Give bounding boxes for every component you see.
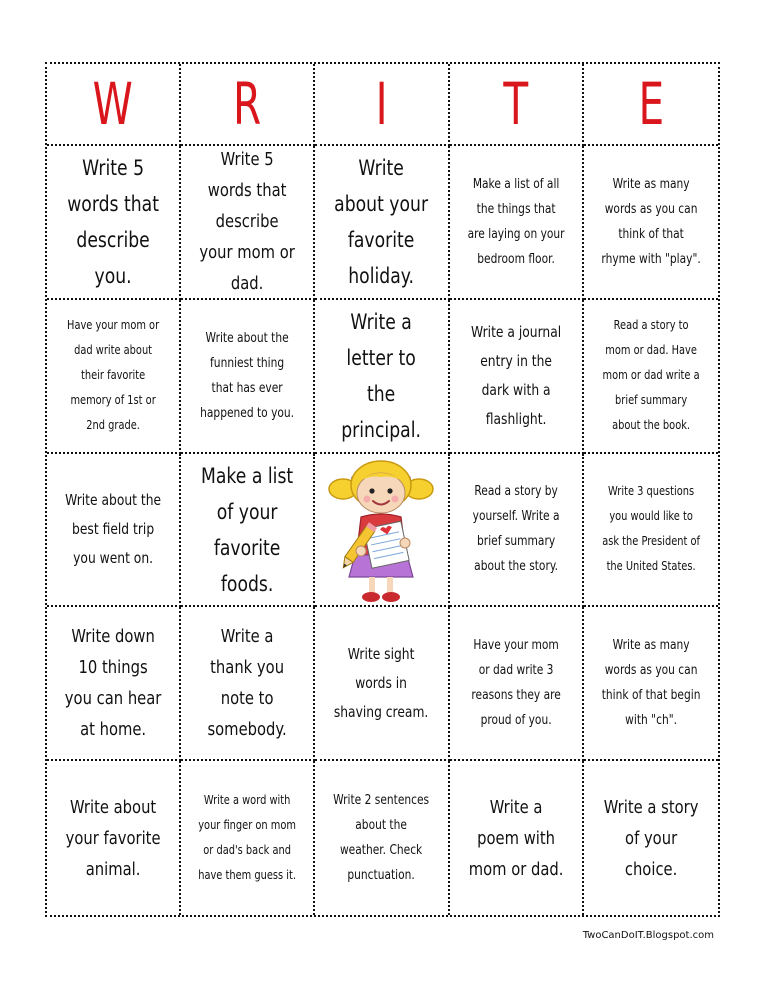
activity-text: Write 3 questions you would like to ask the President of the United States. xyxy=(601,484,700,574)
activity-cell xyxy=(450,454,584,608)
activity-text: Write a word with your finger on mom or dad's back and have them guess it. xyxy=(198,793,297,883)
activity-cell xyxy=(584,607,718,761)
activity-cell xyxy=(450,761,584,915)
activity-cell xyxy=(584,454,718,608)
activity-cell xyxy=(315,300,449,454)
activity-text: Write 5 words that describe you. xyxy=(67,155,159,288)
activity-text: Write sight words in shaving cream. xyxy=(334,644,429,721)
write-choice-board xyxy=(45,62,720,917)
activity-text: Write a thank you note to somebody. xyxy=(207,626,287,741)
activity-cell xyxy=(315,607,449,761)
title-letter: I xyxy=(375,70,388,138)
activity-text: Have your mom or dad write about their favorite memory of 1st or 2nd grade. xyxy=(67,318,160,433)
activity-text: Write a story of your choice. xyxy=(603,796,699,880)
activity-cell xyxy=(47,761,181,915)
title-letter: R xyxy=(233,70,262,138)
activity-cell xyxy=(450,146,584,300)
activity-text: Write a letter to the principal. xyxy=(341,309,422,442)
activity-text: Write about the funniest thing that has ever happened to you. xyxy=(200,330,295,421)
blog-credit: TwoCanDoIT.Blogspot.com xyxy=(582,930,714,941)
title-letter: E xyxy=(638,70,664,138)
activity-cell xyxy=(47,607,181,761)
activity-cell xyxy=(315,146,449,300)
header-cell-r xyxy=(181,64,315,146)
activity-text: Write down 10 things you can hear at home. xyxy=(64,626,162,741)
activity-text: Read a story by yourself. Write a brief summary about the story. xyxy=(472,484,560,575)
activity-text: Read a story to mom or dad. Have mom or dad write a brief summary about the book. xyxy=(602,318,700,433)
activity-cell xyxy=(584,300,718,454)
activity-text: Write as many words as you can think of that begin with "ch". xyxy=(601,638,701,729)
activity-cell xyxy=(584,761,718,915)
activity-cell xyxy=(181,454,315,608)
activity-cell xyxy=(584,146,718,300)
activity-cell xyxy=(181,607,315,761)
girl-with-pencil-illustration xyxy=(325,455,437,605)
activity-text: Have your mom or dad write 3 reasons they are proud of you. xyxy=(470,638,561,729)
activity-text: Write 2 sentences about the weather. Check punctuation. xyxy=(333,793,430,884)
activity-text: Write a poem with mom or dad. xyxy=(468,796,564,880)
activity-text: Write 5 words that describe your mom or dad. xyxy=(199,149,296,295)
activity-cell xyxy=(450,300,584,454)
activity-text: Make a list of all the things that are laying on your bedroom floor. xyxy=(467,176,565,267)
activity-cell xyxy=(181,146,315,300)
activity-text: Write about your favorite animal. xyxy=(65,796,161,880)
activity-cell xyxy=(181,761,315,915)
header-cell-t xyxy=(450,64,584,146)
header-cell-e xyxy=(584,64,718,146)
title-letter: W xyxy=(93,70,134,138)
activity-text: Write as many words as you can think of that rhyme with "play". xyxy=(601,176,701,267)
activity-text: Write about your favorite holiday. xyxy=(334,155,429,288)
header-cell-i xyxy=(315,64,449,146)
activity-cell xyxy=(450,607,584,761)
activity-cell xyxy=(47,146,181,300)
activity-text: Write about the best field trip you went on. xyxy=(65,490,162,567)
activity-text: Make a list of your favorite foods. xyxy=(201,463,294,596)
illustration-cell xyxy=(315,454,449,608)
activity-cell xyxy=(47,300,181,454)
activity-text: Write a journal entry in the dark with a flashlight. xyxy=(470,322,561,428)
title-letter: T xyxy=(503,70,529,138)
activity-cell xyxy=(47,454,181,608)
activity-cell xyxy=(315,761,449,915)
header-cell-w xyxy=(47,64,181,146)
activity-cell xyxy=(181,300,315,454)
